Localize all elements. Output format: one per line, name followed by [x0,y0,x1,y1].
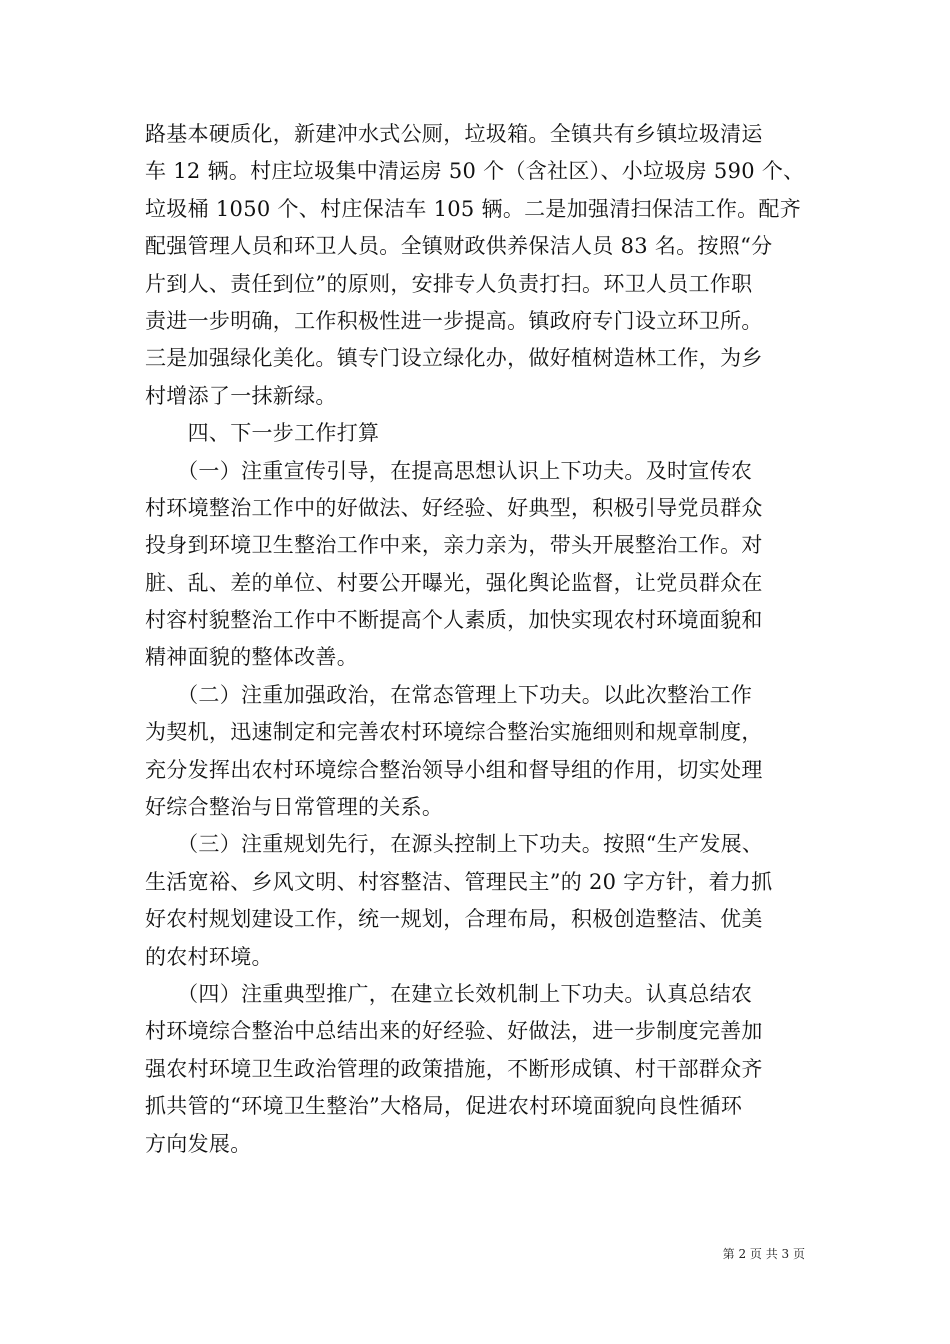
text-line: 强农村环境卫生政治管理的政策措施，不断形成镇、村干部群众齐 [145,1056,763,1081]
text-line: 配强管理人员和环卫人员。全镇财政供养保洁人员 83 名。按照“分 [145,234,773,259]
text-line: 好农村规划建设工作，统一规划，合理布局，积极创造整洁、优美 [145,907,763,932]
text-line: 生活宽裕、乡风文明、村容整洁、管理民主”的 20 字方针，着力抓 [145,869,773,894]
text-line: （一）注重宣传引导，在提高思想认识上下功夫。及时宣传农 [145,458,753,483]
text-line: 垃圾桶 1050 个、村庄保洁车 105 辆。二是加强清扫保洁工作。配齐 [145,196,802,221]
text-line: （二）注重加强政治，在常态管理上下功夫。以此次整治工作 [145,682,753,707]
text-line: 的农村环境。 [145,944,273,969]
text-line: 抓共管的“环境卫生整治”大格局，促进农村环境面貌向良性循环 [145,1094,743,1119]
text-line: 脏、乱、差的单位、村要公开曝光，强化舆论监督，让党员群众在 [145,570,763,595]
text-line: 路基本硬质化，新建冲水式公厕，垃圾箱。全镇共有乡镇垃圾清运 [145,122,763,146]
document-body [145,116,807,1163]
section-heading: 四、下一步工作打算 [145,421,380,446]
text-line: 村增添了一抹新绿。 [145,383,337,408]
text-line: 为契机，迅速制定和完善农村环境综合整治实施细则和规章制度， [145,720,763,745]
text-line: 方向发展。 [145,1131,252,1156]
text-line: 好综合整治与日常管理的关系。 [145,795,444,820]
text-line: 车 12 辆。村庄垃圾集中清运房 50 个（含社区）、小垃圾房 590 个、 [145,159,805,184]
text-line: 投身到环境卫生整治工作中来，亲力亲为，带头开展整治工作。对 [145,533,763,558]
text-line: 村环境整治工作中的好做法、好经验、好典型，积极引导党员群众 [145,495,763,520]
text-line: （四）注重典型推广，在建立长效机制上下功夫。认真总结农 [145,981,753,1006]
page-number: 第 2 页 共 3 页 [722,1247,805,1261]
text-line: 村环境综合整治中总结出来的好经验、好做法，进一步制度完善加 [145,1019,763,1044]
text-line: 三是加强绿化美化。镇专门设立绿化办，做好植树造林工作，为乡 [145,346,763,371]
text-line: 精神面貌的整体改善。 [145,645,358,670]
text-line: 片到人、责任到位”的原则，安排专人负责打扫。环卫人员工作职 [145,271,753,296]
text-line: （三）注重规划先行，在源头控制上下功夫。按照“生产发展、 [145,832,764,857]
text-line: 充分发挥出农村环境综合整治领导小组和督导组的作用，切实处理 [145,757,763,782]
text-line: 村容村貌整治工作中不断提高个人素质，加快实现农村环境面貌和 [145,608,763,633]
text-line: 责进一步明确，工作积极性进一步提高。镇政府专门设立环卫所。 [145,308,763,333]
